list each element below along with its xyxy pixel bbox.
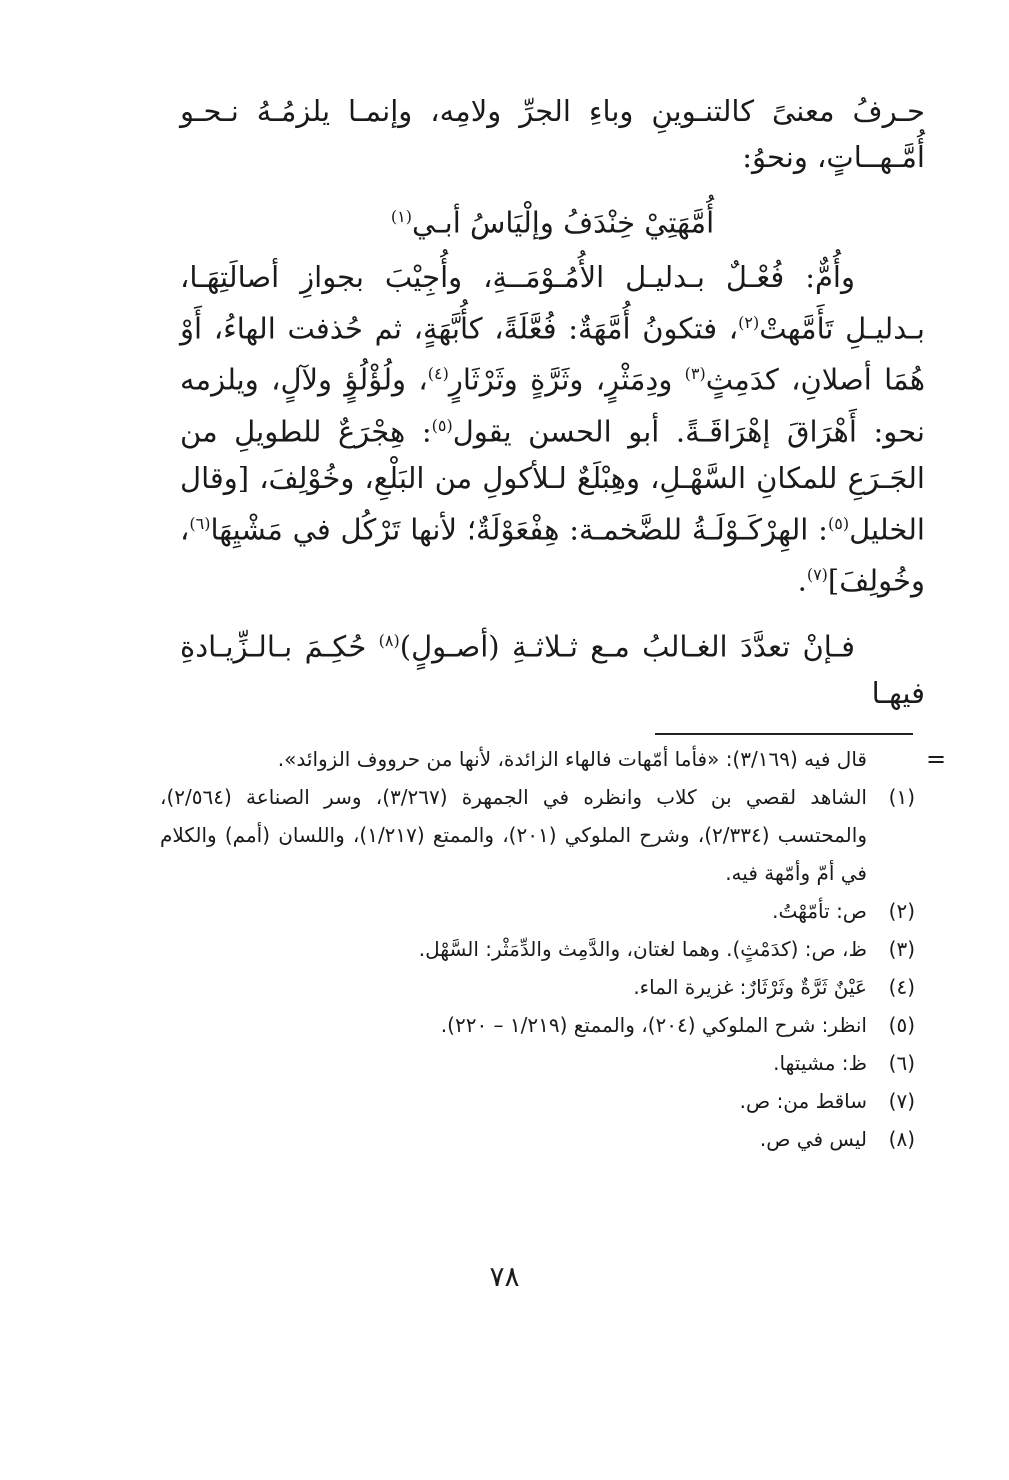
footnote-5 xyxy=(160,1006,915,1044)
footnote-separator xyxy=(655,733,913,735)
continuation-mark: = xyxy=(926,745,947,773)
footnote-ref-3[interactable]: (٣) xyxy=(684,364,706,384)
footnote-number: (٤) xyxy=(888,975,915,999)
footnotes xyxy=(160,740,915,1158)
footnote-text: ظ: مشيتها. xyxy=(773,1051,867,1075)
paragraph-1: حـرفُ معنىً كالتنـوينِ وباءِ الجرِّ ولامِه، وإنمـا يلزمُـهُ نـحـو أُمَّـهــاتٍ، ونحوُ: xyxy=(180,94,925,174)
paragraph-2-text-d: ، ولُؤْلُؤٍ ولآلٍ، ويلزمه نحو: أَهْرَاقَ إهْرَاقَـةً. أبو الحسن يقول xyxy=(180,362,926,449)
paragraph-3-text-b: حُكِـمَ بـالـزِّيـادةِ فيهـا xyxy=(180,629,925,710)
footnote-text: ص: تأمّهْتُ. xyxy=(772,899,867,923)
footnote-1 xyxy=(160,778,915,892)
footnote-text: ليس في ص. xyxy=(759,1127,867,1151)
paragraph-2-text-f: : الهِرْكَـوْلَـةُ للضَّخمـة: هِفْعَوْلَةٌ؛ لأنها تَرْكُل في مَشْيِهَا xyxy=(210,512,828,547)
paragraph-2-text-b: ، فتكونُ أُمَّهَةٌ: فُعَّلَةً، كأُبَّهَةٍ، ثم حُذفت الهاءُ، أَوْ هُمَا أصلانِ، كدَمِثٍ xyxy=(180,311,925,397)
paragraph-3-text-a: فـإنْ تعدَّدَ الغـالبُ مـع ثـلاثـةِ (أصـولٍ) xyxy=(399,629,855,664)
footnote-ref-2[interactable]: (٢) xyxy=(738,312,760,332)
verse-text: أُمَّهَتِيْ خِنْدَفُ وإلْيَاسُ أبـي xyxy=(411,205,715,240)
footnote-ref-4[interactable]: (٤) xyxy=(427,364,449,384)
paragraph-2-text-c: ودِمَثْرٍ، وثَرَّةٍ وثَرْثَارٍ xyxy=(448,362,685,397)
verse-line xyxy=(180,194,925,246)
footnote-number: (٨) xyxy=(888,1127,915,1151)
footnote-text: انظر: شرح الملوكي (٢٠٤)، والممتع (١/٢١٩ – ٢٢٠). xyxy=(440,1013,867,1037)
footnote-text: قال فيه (٣/١٦٩): «فأما أمّهات فالهاء الزائدة، لأنها من حرووف الزوائد». xyxy=(277,747,867,771)
footnote-ref-5a[interactable]: (٥) xyxy=(431,415,453,435)
footnote-continued xyxy=(160,740,915,778)
paragraph-2-text-a: وأُمٌّ: فُعْـلٌ بـدليـل الأُمُـوْمَــةِ، وأُجِيْبَ بجوازِ أصالَتِهَـا، بـدليـلِ تَأَمَّهتْ xyxy=(180,259,925,346)
footnote-number: (١) xyxy=(888,785,915,809)
verse-footnote-ref[interactable]: (١) xyxy=(390,207,412,226)
footnote-4 xyxy=(160,968,915,1006)
page-number: ٧٨ xyxy=(489,1260,520,1293)
footnote-text: ظ، ص: (كدَمْثٍ). وهما لغتان، والدَّمِث والدِّمَثْر: السَّهْل. xyxy=(418,937,867,961)
footnote-ref-7[interactable]: (٧) xyxy=(806,565,828,585)
footnote-2 xyxy=(160,892,915,930)
footnote-text: عَيْنٌ ثَرَّةٌ وثَرْثَارٌ: غزيرة الماء. xyxy=(633,975,867,999)
footnote-number: (٥) xyxy=(888,1013,915,1037)
paragraph-2 xyxy=(180,254,925,604)
main-text xyxy=(180,88,925,716)
footnote-ref-8[interactable]: (٨) xyxy=(378,630,400,650)
footnote-text: ساقط من: ص. xyxy=(739,1089,867,1113)
footnote-number: (٦) xyxy=(888,1051,915,1075)
paragraph-2-text-e: : هِجْرَعٌ للطويلِ من الجَـرَعِ للمكانِ السَّهْـلِ، وهِبْلَعٌ لـلأكولِ من البَلْعِ، وخُوْلِفَ، [وقال الخليل xyxy=(180,414,925,547)
footnote-number: (٢) xyxy=(888,899,915,923)
paragraph-3 xyxy=(180,618,925,716)
footnote-number: (٣) xyxy=(888,937,915,961)
paragraph-2-text-g: ، وخُولِفَ] xyxy=(180,512,925,598)
footnote-text: الشاهد لقصي بن كلاب وانظره في الجمهرة (٣/٢٦٧)، وسر الصناعة (٢/٥٦٤)، والمحتسب (٢/٣٣٤)، وشرح الملوكي (٢٠١)، والممتع (١/٢١٧)، واللسان (أمم) والكلام في أمّ وأمّهة فيه. xyxy=(160,785,867,885)
paragraph-2-text-h: . xyxy=(797,563,807,598)
footnote-8 xyxy=(160,1120,915,1158)
footnote-ref-5b[interactable]: (٥) xyxy=(827,513,850,533)
footnote-3 xyxy=(160,930,915,968)
footnote-6 xyxy=(160,1044,915,1082)
footnote-ref-6[interactable]: (٦) xyxy=(189,513,211,533)
footnote-7 xyxy=(160,1082,915,1120)
footnote-number: (٧) xyxy=(888,1089,915,1113)
